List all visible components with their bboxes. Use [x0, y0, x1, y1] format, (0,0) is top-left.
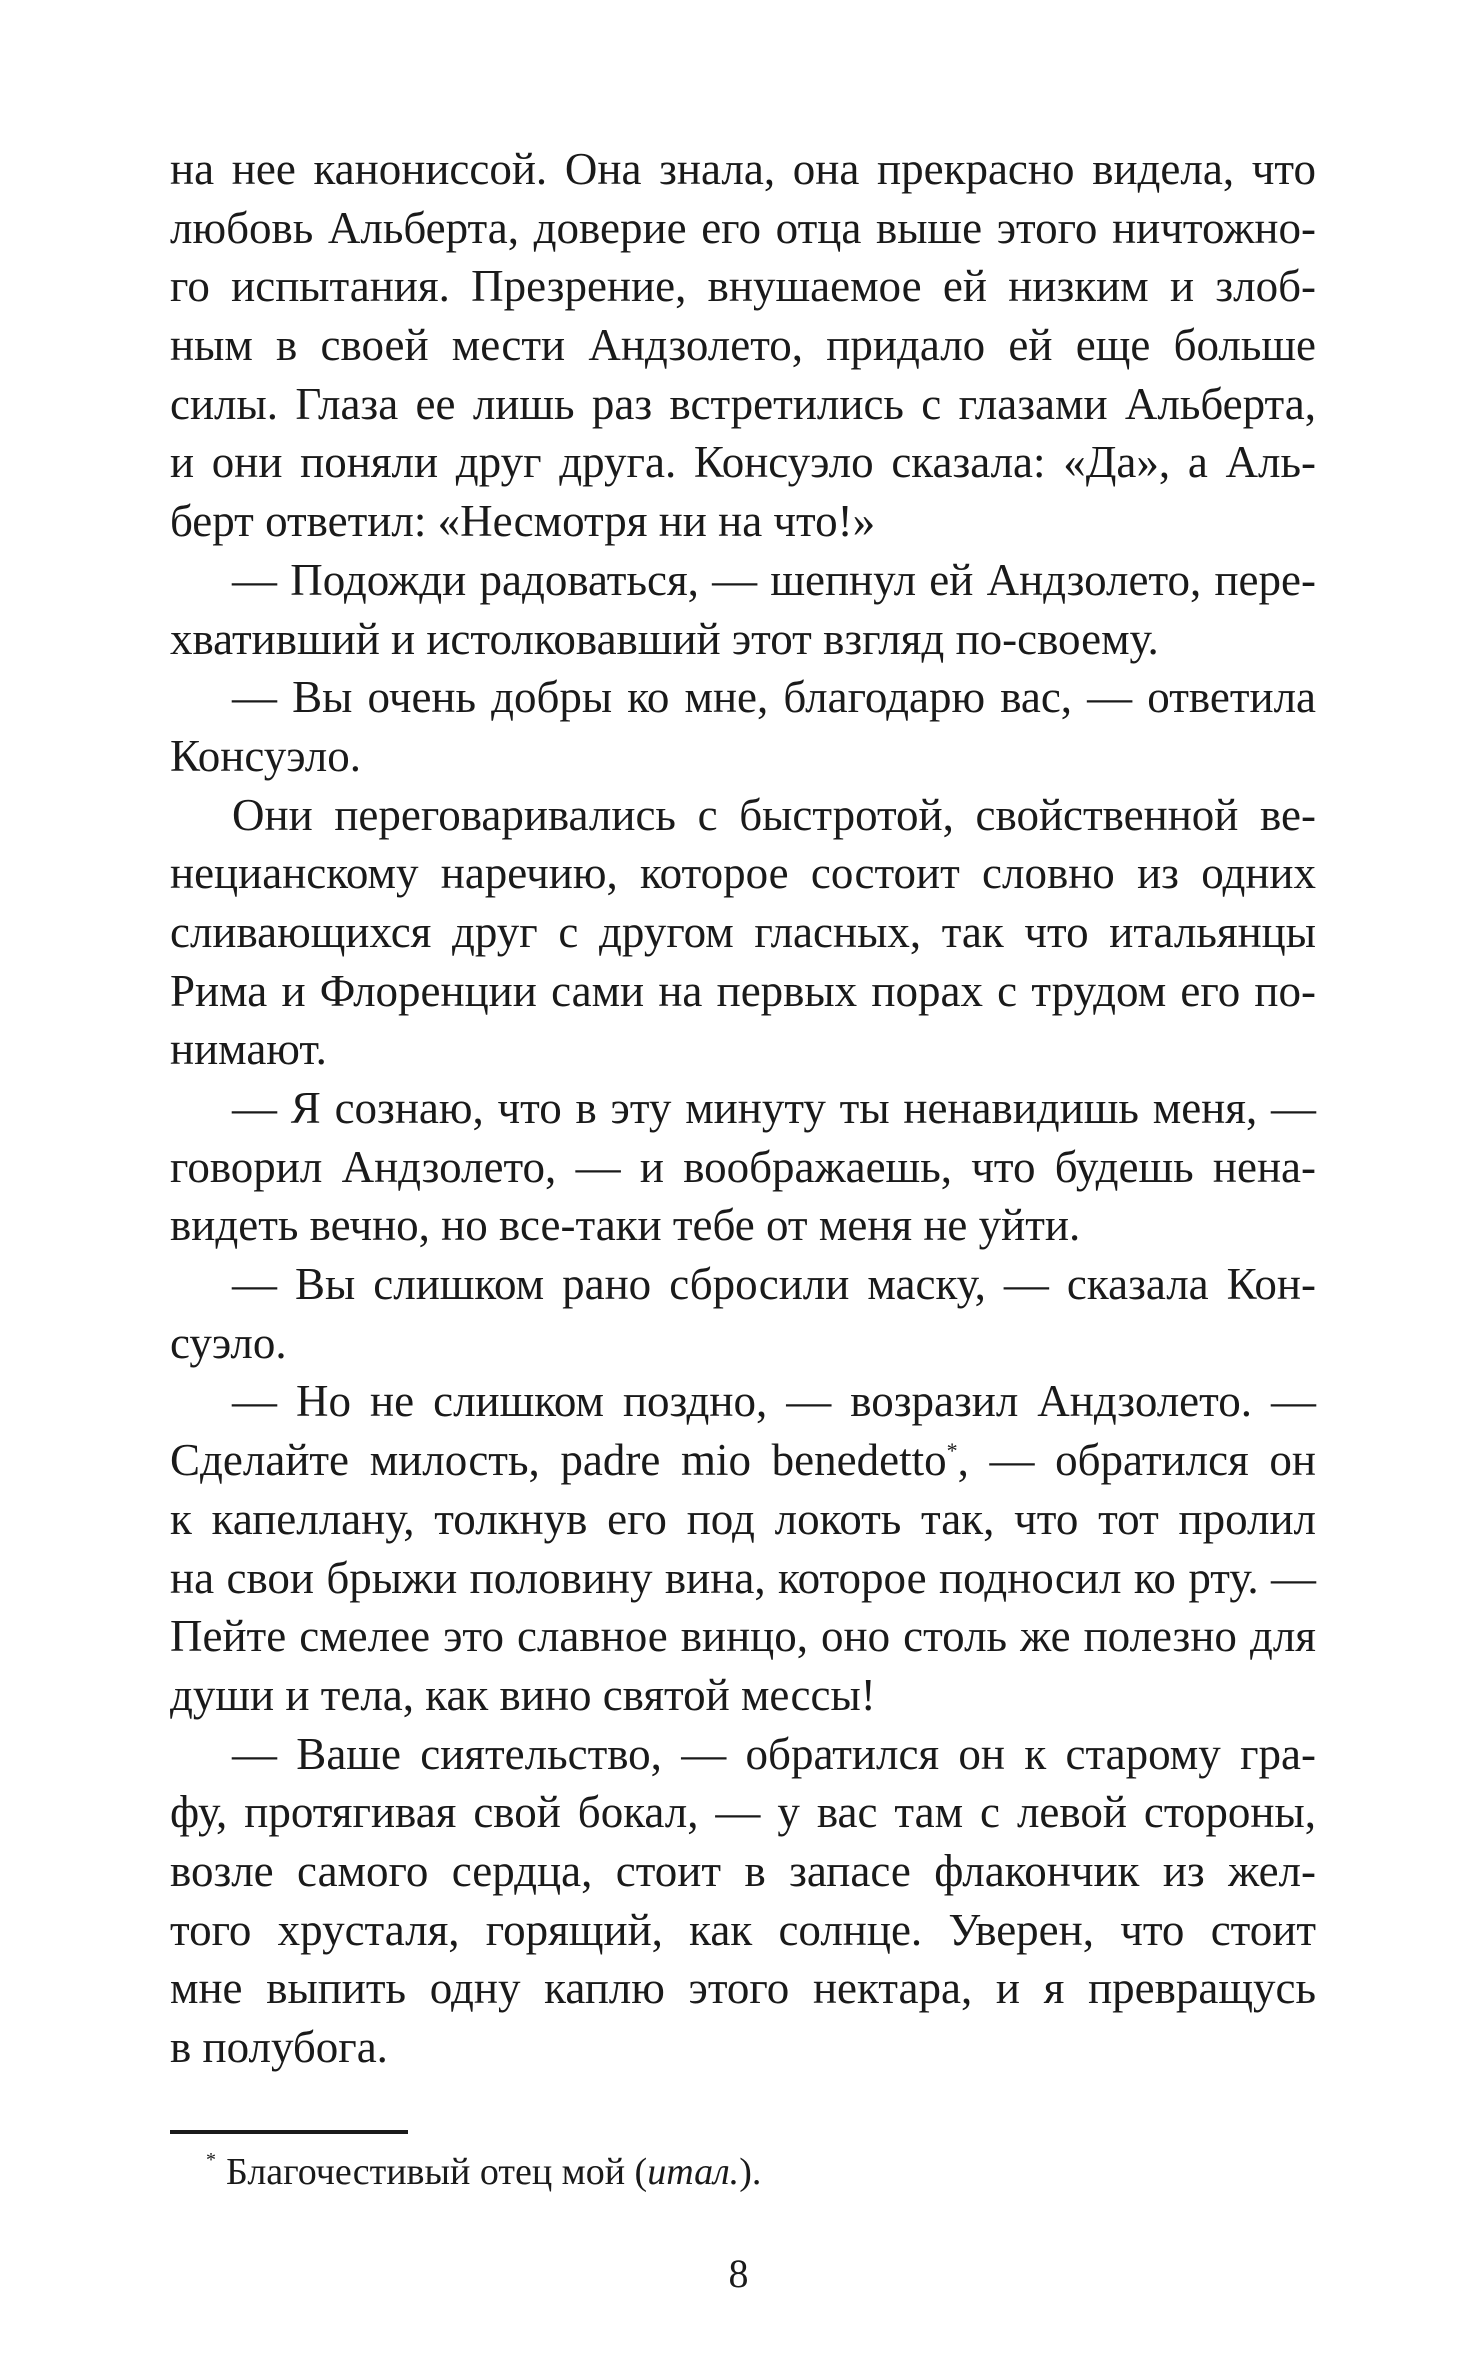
text-line	[170, 1959, 1316, 2018]
text-line	[170, 1666, 1316, 1725]
text-line	[170, 1901, 1316, 1960]
text-line-content: берт ответил: «Несмотря ни на что!»	[170, 496, 876, 547]
text-line-content: — Но не слишком поздно, — возразил Андзолето. —	[232, 1376, 1316, 1427]
text-line	[170, 257, 1316, 316]
text-line	[170, 903, 1316, 962]
text-line-content: хвативший и истолковавший этот взгляд по-своему.	[170, 613, 1159, 664]
body-text	[170, 140, 1316, 2077]
text-line	[170, 668, 1316, 727]
text-line-content: нимают.	[170, 1024, 327, 1075]
text-line	[170, 1549, 1316, 1608]
text-line-content: — Я сознаю, что в эту минуту ты ненавидишь меня, —	[232, 1083, 1316, 1133]
text-line	[170, 1255, 1316, 1314]
text-line	[170, 1196, 1316, 1255]
footnote-end: ).	[739, 2151, 762, 2193]
text-line-content: суэло.	[170, 1317, 287, 1368]
text-line-content: на свои брыжи половину вина, которое подносил ко рту. —	[170, 1552, 1316, 1603]
text-line-content: — Ваше сиятельство, — обратился он к старому гра-	[232, 1728, 1316, 1779]
text-line	[170, 727, 1316, 786]
text-line-content: Рима и Флоренции сами на первых порах с трудом его по-	[170, 965, 1316, 1016]
footnote-mark: *	[206, 2149, 216, 2171]
text-line-content: ным в своей мести Андзолето, придало ей еще больше	[170, 320, 1316, 371]
text-line	[170, 316, 1316, 375]
page-number: 8	[728, 2251, 749, 2296]
text-line-content: Сделайте милость, padre mio benedetto	[170, 1435, 947, 1486]
text-line	[170, 2018, 1316, 2077]
text-line-content: мне выпить одну каплю этого нектара, и я превращусь	[170, 1963, 1316, 2014]
text-line	[170, 1079, 1316, 1138]
text-line-content: Консуэло.	[170, 730, 361, 781]
text-line	[170, 1372, 1316, 1431]
text-line-content: фу, протягивая свой бокал, — у вас там с левой стороны,	[170, 1787, 1316, 1838]
text-line-content: говорил Андзолето, — и воображаешь, что будешь нена-	[170, 1141, 1316, 1192]
text-line	[170, 551, 1316, 610]
text-line-content: возле самого сердца, стоит в запасе флакончик из жел-	[170, 1845, 1316, 1896]
text-line	[170, 492, 1316, 551]
text-line-content: — Вы слишком рано сбросили маску, — сказала Кон-	[232, 1259, 1316, 1310]
text-line	[170, 1842, 1316, 1901]
text-line-content: в полубога.	[170, 2022, 388, 2072]
text-line-content: Пейте смелее это славное винцо, оно столь же полезно для	[170, 1611, 1316, 1662]
text-line	[170, 1431, 1316, 1490]
footnote-separator	[170, 2130, 408, 2134]
text-line-content: души и тела, как вино святой мессы!	[170, 1669, 876, 1720]
text-line	[170, 962, 1316, 1021]
text-line	[170, 1783, 1316, 1842]
text-line-content: и они поняли друг друга. Консуэло сказала: «Да», а Аль-	[170, 437, 1316, 488]
footnote-italic: итал.	[647, 2151, 740, 2193]
text-line-content: нецианскому наречию, которое состоит словно из одних	[170, 848, 1316, 899]
text-line	[170, 1138, 1316, 1197]
text-line	[170, 844, 1316, 903]
text-line	[170, 610, 1316, 669]
text-line-content: — Вы очень добры ко мне, благодарю вас, — ответила	[232, 672, 1316, 723]
text-line-content: на нее канониссой. Она знала, она прекрасно видела, что	[170, 144, 1316, 194]
text-line	[170, 1490, 1316, 1549]
text-line	[170, 1607, 1316, 1666]
text-line-continuation: , — обратился он	[957, 1435, 1316, 1486]
text-line-content: — Подожди радоваться, — шепнул ей Андзолето, пере-	[232, 554, 1316, 605]
text-line-content: к капеллану, толкнув его под локоть так, что тот пролил	[170, 1493, 1316, 1544]
text-line-content: любовь Альберта, доверие его отца выше этого ничтожно-	[170, 202, 1316, 253]
footnote	[206, 2148, 761, 2196]
text-line	[170, 140, 1316, 199]
text-line	[170, 433, 1316, 492]
text-line	[170, 199, 1316, 258]
text-line	[170, 1725, 1316, 1784]
text-line	[170, 1314, 1316, 1373]
text-line	[170, 1020, 1316, 1079]
text-line-content: силы. Глаза ее лишь раз встретились с глазами Альберта,	[170, 378, 1316, 429]
footnote-text: Благочестивый отец мой (	[226, 2151, 648, 2193]
text-line-content: того хрусталя, горящий, как солнце. Уверен, что стоит	[170, 1904, 1316, 1955]
text-line-content: видеть вечно, но все-таки тебе от меня не уйти.	[170, 1200, 1081, 1251]
text-line-content: Они переговаривались с быстротой, свойственной ве-	[232, 789, 1316, 840]
text-line	[170, 375, 1316, 434]
text-line-content: го испытания. Презрение, внушаемое ей низким и злоб-	[170, 261, 1316, 312]
text-line	[170, 786, 1316, 845]
footnote-reference: *	[946, 1438, 958, 1464]
text-line-content: сливающихся друг с другом гласных, так что итальянцы	[170, 906, 1316, 957]
